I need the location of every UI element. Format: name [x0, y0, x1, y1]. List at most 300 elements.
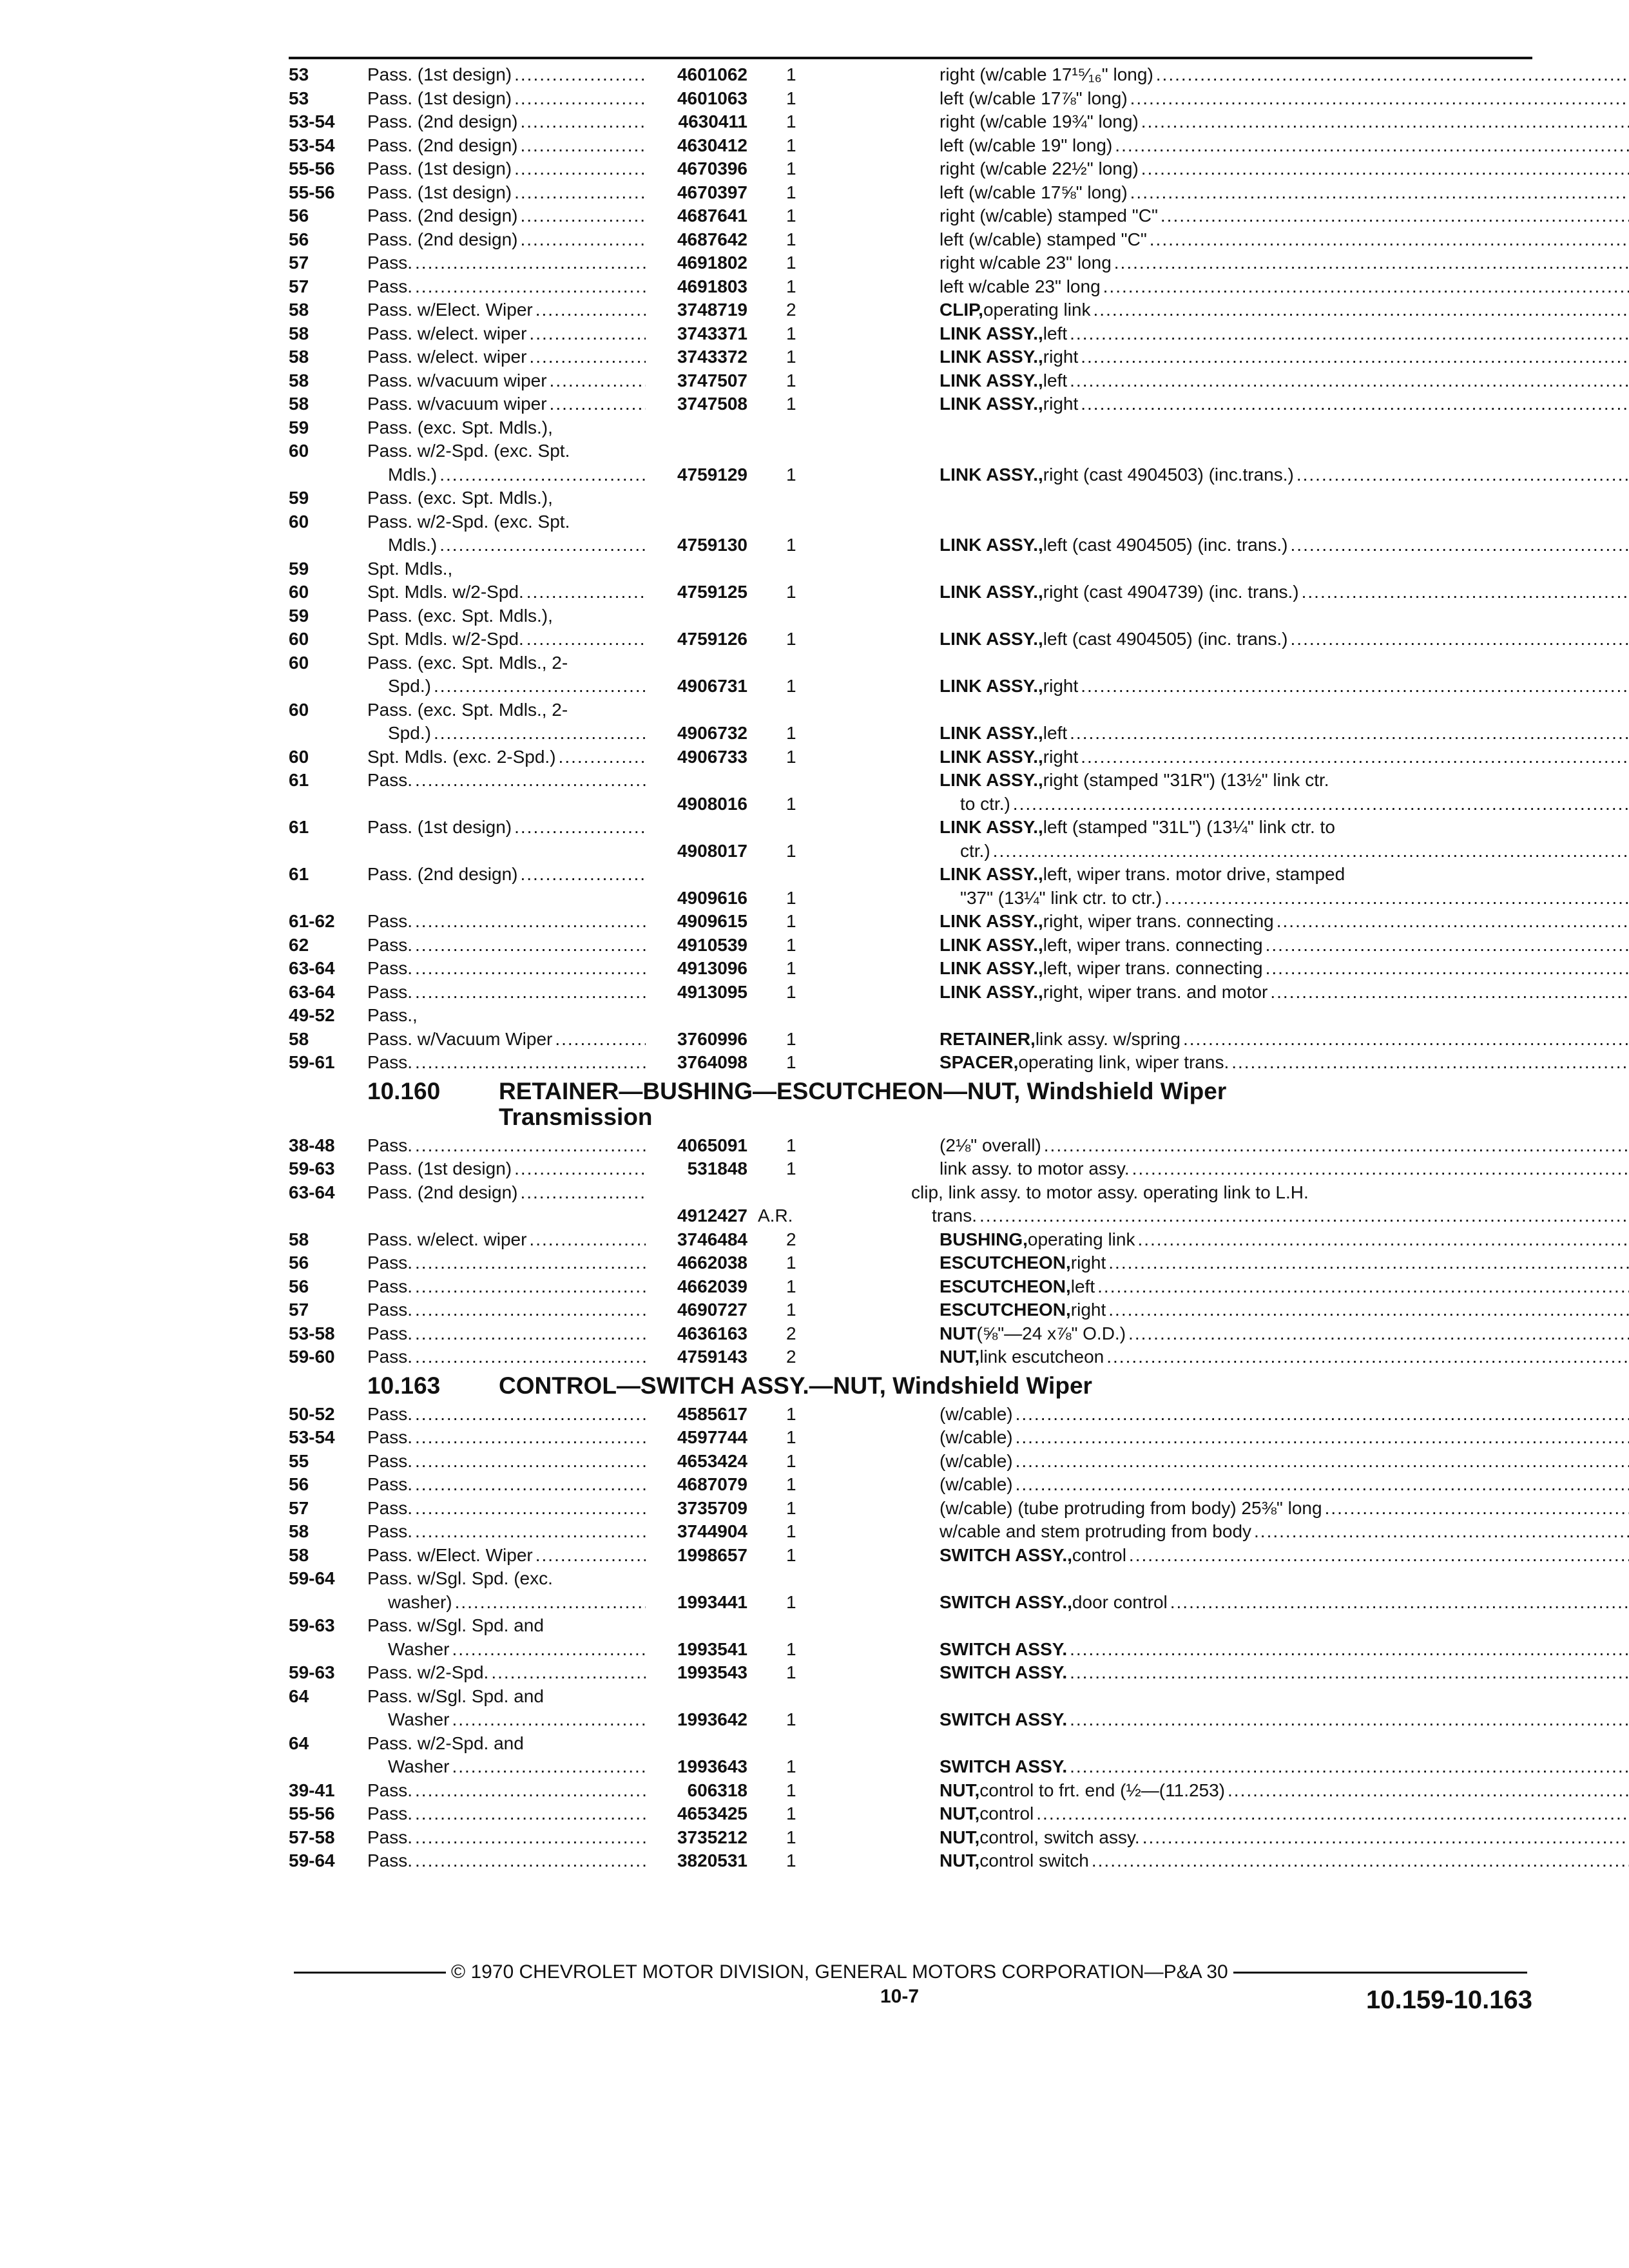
part-line: [940, 816, 1629, 840]
part-number: 4913096: [677, 958, 747, 978]
part-name: ESCUTCHEON,: [940, 1300, 1071, 1320]
page-number: 10-7: [880, 1986, 920, 2007]
part-line: [940, 486, 1629, 510]
quantity: 1: [786, 1158, 796, 1178]
desc-line: [367, 1638, 646, 1662]
table-row: [289, 1228, 1532, 1252]
table-row: [289, 1567, 1532, 1614]
year-range: 56: [289, 1474, 309, 1494]
desc-text: Pass.: [367, 1323, 413, 1343]
part-description: [940, 322, 1629, 346]
leader-dots: [1078, 345, 1629, 369]
year-range: 49-52 58: [289, 1005, 335, 1049]
leader-dots: [1126, 1544, 1629, 1568]
year-range: 60: [289, 652, 309, 673]
part-description: [940, 1450, 1629, 1474]
part-detail: control: [979, 1803, 1034, 1823]
table-row: [289, 769, 1532, 816]
application-desc: [367, 157, 646, 181]
section-10-159-list: [289, 63, 1532, 1075]
leader-dots: [1067, 1708, 1629, 1732]
table-row: [289, 1157, 1532, 1181]
part-detail: left, wiper trans. connecting: [1043, 934, 1263, 955]
application-desc: [367, 1544, 646, 1568]
year-range: 55-56: [289, 182, 335, 202]
year-range: 61: [289, 770, 309, 790]
quantity: 1: [786, 206, 796, 226]
part-number: 4636163: [677, 1323, 747, 1343]
desc-text: Pass. (exc. Spt. Mdls.),: [367, 417, 553, 437]
application-desc: [367, 1802, 646, 1826]
leader-dots: [517, 204, 646, 228]
part-name: SWITCH ASSY.: [940, 1756, 1068, 1776]
application-desc: [367, 486, 646, 557]
part-description: [940, 1497, 1629, 1521]
part-description: [940, 1403, 1629, 1427]
leader-dots: [412, 769, 646, 793]
leader-dots: [412, 981, 646, 1004]
part-detail: operating link, wiper trans.: [1018, 1052, 1229, 1072]
part-number: 4759125: [677, 582, 747, 602]
desc-line: [367, 1134, 646, 1158]
leader-dots: [1104, 1345, 1629, 1369]
desc-text: washer): [388, 1591, 452, 1612]
part-line: [940, 251, 1629, 275]
part-name: LINK ASSY.,: [940, 394, 1043, 414]
quantity: 1: [786, 1591, 796, 1612]
application-desc: [367, 604, 646, 651]
desc-line: [367, 1826, 646, 1850]
year-range: 63-64: [289, 1182, 335, 1202]
part-line: [940, 1028, 1629, 1052]
leader-dots: [1010, 793, 1629, 816]
part-line: [940, 1251, 1629, 1275]
leader-dots: [1274, 910, 1629, 934]
part-detail: right (w/cable 17¹⁵⁄₁₆" long): [940, 64, 1153, 84]
desc-line: [367, 486, 646, 510]
part-line: [940, 1051, 1629, 1075]
part-line: [940, 1708, 1629, 1732]
leader-dots: [1078, 745, 1629, 769]
part-line: [940, 887, 1629, 910]
leader-dots: [412, 275, 646, 299]
table-row: [289, 1051, 1532, 1075]
table-row: [289, 322, 1532, 346]
top-rule: [289, 57, 1532, 59]
part-number: 606318: [687, 1780, 747, 1800]
year-range: 59 60: [289, 417, 309, 461]
part-line: [940, 981, 1629, 1004]
desc-text: Pass. (1st design): [367, 1158, 512, 1178]
table-row: [289, 1614, 1532, 1661]
part-line: [940, 134, 1629, 158]
application-desc: [367, 392, 646, 416]
year-range: 60: [289, 699, 309, 720]
part-detail: left: [1043, 723, 1068, 743]
year-range: 56: [289, 206, 309, 226]
part-description: [940, 228, 1629, 252]
desc-text: Pass.: [367, 1497, 413, 1518]
desc-line: [367, 416, 646, 440]
part-number: 4687642: [677, 229, 747, 249]
quantity: 1: [786, 1052, 796, 1072]
part-line: [940, 1134, 1629, 1158]
desc-text: Mdls.): [388, 535, 438, 555]
leader-dots: [1126, 1322, 1629, 1346]
part-description: [940, 863, 1629, 910]
leader-dots: [1091, 298, 1629, 322]
part-description: [940, 1051, 1629, 1075]
leader-dots: [1106, 1298, 1629, 1322]
leader-dots: [1135, 1228, 1629, 1252]
leader-dots: [1128, 87, 1629, 111]
part-detail: (w/cable) (tube protruding from body) 25⅜" long: [940, 1497, 1322, 1518]
year-range: 64: [289, 1733, 309, 1753]
part-description: [940, 204, 1629, 228]
part-detail: control: [1072, 1544, 1126, 1565]
application-desc: [367, 1051, 646, 1075]
part-number: 3764098: [677, 1052, 747, 1072]
year-range: 62: [289, 934, 309, 955]
table-row: [289, 1275, 1532, 1299]
part-name: LINK ASSY.,: [940, 958, 1043, 978]
part-line: [940, 87, 1629, 111]
part-detail: right (w/cable 22½" long): [940, 159, 1139, 178]
part-description: [940, 1826, 1629, 1850]
desc-line: [367, 816, 646, 840]
section-title-line2: Transmission: [499, 1103, 653, 1130]
leader-dots: [517, 110, 646, 134]
part-description: [940, 745, 1629, 769]
part-detail: control to frt. end (½—(11.253): [979, 1780, 1226, 1800]
table-row: [289, 228, 1532, 252]
part-number: 4906733: [677, 746, 747, 767]
table-row: [289, 134, 1532, 158]
leader-dots: [512, 157, 646, 181]
part-number: 1993543: [677, 1662, 747, 1682]
desc-line: [367, 369, 646, 393]
part-line: [940, 1849, 1629, 1873]
part-name: BUSHING,: [940, 1229, 1028, 1249]
leader-dots: [512, 816, 646, 840]
year-range: 53: [289, 64, 309, 84]
part-name: NUT: [940, 1323, 977, 1343]
application-desc: [367, 934, 646, 957]
leader-dots: [512, 1157, 646, 1181]
desc-line: [367, 1228, 646, 1252]
application-desc: [367, 369, 646, 393]
leader-dots: [1067, 322, 1629, 346]
part-detail: left: [1070, 1276, 1095, 1296]
leader-dots: [1322, 1497, 1629, 1521]
quantity: 1: [786, 1780, 796, 1800]
desc-line: [367, 181, 646, 205]
desc-line: [367, 1849, 646, 1873]
table-row: [289, 1661, 1532, 1685]
part-number: 4909615: [677, 911, 747, 931]
part-line: [940, 157, 1629, 181]
part-detail: ctr.): [960, 840, 990, 861]
desc-line: [367, 1322, 646, 1346]
part-detail: left (stamped "31L") (13¼" link ctr. to: [1043, 817, 1335, 837]
part-detail: right, wiper trans. connecting: [1043, 911, 1274, 931]
part-name: LINK ASSY.,: [940, 582, 1043, 602]
leader-dots: [437, 463, 646, 487]
desc-text: Pass. w/2-Spd.: [367, 1662, 489, 1682]
desc-text: Pass.: [367, 934, 413, 955]
application-desc: [367, 345, 646, 369]
part-line: [940, 110, 1629, 134]
part-name: LINK ASSY.,: [940, 629, 1043, 649]
part-detail: right: [1043, 676, 1079, 696]
application-desc: [367, 1322, 646, 1346]
table-row: [289, 110, 1532, 134]
desc-text: Pass.: [367, 1474, 413, 1494]
desc-line: [367, 533, 646, 557]
desc-text: Pass. (exc. Spt. Mdls., 2-: [367, 699, 568, 720]
leader-dots: [431, 722, 646, 745]
leader-dots: [449, 1755, 646, 1779]
desc-line: [367, 1685, 646, 1709]
part-number: 4662039: [677, 1276, 747, 1296]
part-number: 1993643: [677, 1756, 747, 1776]
desc-text: Pass.: [367, 1803, 413, 1823]
leader-dots: [1168, 1591, 1629, 1615]
year-range: 55: [289, 1450, 309, 1471]
part-line: [940, 1544, 1629, 1568]
part-line: [940, 392, 1629, 416]
part-line: [940, 1614, 1629, 1638]
part-line: [940, 1755, 1629, 1779]
table-row: [289, 1322, 1532, 1346]
leader-dots: [1158, 204, 1629, 228]
part-description: [940, 1544, 1629, 1568]
table-row: [289, 1345, 1532, 1369]
desc-line: [367, 228, 646, 252]
part-name: NUT,: [940, 1850, 980, 1870]
leader-dots: [990, 840, 1629, 863]
table-row: [289, 1403, 1532, 1427]
part-line: [940, 1228, 1629, 1252]
application-desc: [367, 1345, 646, 1369]
quantity: 1: [786, 1253, 796, 1273]
part-detail: right (w/cable) stamped "C": [940, 206, 1158, 226]
part-number: 3820531: [677, 1850, 747, 1870]
part-number: 1993642: [677, 1709, 747, 1729]
desc-text: Pass. (1st design): [367, 159, 512, 178]
table-row: [289, 345, 1532, 369]
leader-dots: [1067, 1661, 1629, 1685]
part-number: 3743372: [677, 347, 747, 367]
part-detail: door control: [1072, 1591, 1168, 1612]
leader-dots: [488, 1661, 646, 1685]
desc-text: Pass. w/2-Spd. and: [367, 1733, 524, 1753]
year-range: 57-58: [289, 1827, 335, 1847]
leader-dots: [517, 134, 646, 158]
leader-dots: [412, 1450, 646, 1474]
part-name: RETAINER,: [940, 1028, 1036, 1049]
part-detail: right: [1043, 746, 1079, 767]
year-range: 59-64: [289, 1850, 335, 1870]
part-detail: right: [1043, 394, 1079, 414]
desc-line: [367, 1708, 646, 1732]
desc-text: Pass. w/elect. wiper: [367, 347, 527, 367]
application-desc: [367, 204, 646, 228]
table-row: [289, 1298, 1532, 1322]
part-name: SWITCH ASSY.: [940, 1662, 1068, 1682]
part-number: 1998657: [677, 1544, 747, 1565]
desc-text: Pass. w/Sgl. Spd. and: [367, 1615, 544, 1635]
part-description: [940, 1685, 1629, 1732]
leader-dots: [1225, 1779, 1629, 1803]
leader-dots: [412, 1322, 646, 1346]
leader-dots: [412, 1802, 646, 1826]
application-desc: [367, 1849, 646, 1873]
part-description: [940, 275, 1629, 299]
part-detail: left (w/cable) stamped "C": [940, 229, 1147, 249]
quantity: 1: [786, 793, 796, 814]
parts-catalog-page: [289, 57, 1532, 1873]
year-range: 57: [289, 1300, 309, 1320]
desc-text: Pass. w/2-Spd. (exc. Spt.: [367, 441, 570, 461]
application-desc: [367, 698, 646, 745]
quantity: 1: [786, 111, 796, 131]
desc-line: [367, 1779, 646, 1803]
leader-dots: [552, 1028, 646, 1052]
part-number: 4653424: [677, 1450, 747, 1471]
quantity: 1: [786, 1827, 796, 1847]
desc-line: [367, 1755, 646, 1779]
leader-dots: [512, 63, 646, 87]
leader-dots: [533, 1544, 646, 1568]
application-desc: [367, 1275, 646, 1299]
desc-text: Spd.): [388, 723, 431, 743]
part-number: 4065091: [677, 1135, 747, 1155]
application-desc: [367, 1614, 646, 1661]
desc-text: Pass.: [367, 1300, 413, 1320]
quantity: 1: [786, 1028, 796, 1049]
part-description: [940, 134, 1629, 158]
application-desc: [367, 1228, 646, 1252]
desc-line: [367, 157, 646, 181]
part-description: [940, 1298, 1629, 1322]
table-row: [289, 63, 1532, 87]
leader-dots: [431, 675, 646, 698]
desc-text: Pass. (2nd design): [367, 111, 518, 131]
part-number: 4670396: [677, 159, 747, 178]
part-name: LINK ASSY.,: [940, 934, 1043, 955]
desc-text: Spd.): [388, 676, 431, 696]
leader-dots: [1162, 887, 1629, 910]
part-detail: left (cast 4904505) (inc. trans.): [1043, 629, 1288, 649]
part-line: [940, 793, 1629, 816]
desc-text: Pass.: [367, 253, 413, 273]
application-desc: [367, 1497, 646, 1521]
part-line: [940, 369, 1629, 393]
part-name: LINK ASSY.,: [940, 676, 1043, 696]
quantity: 1: [786, 629, 796, 649]
leader-dots: [412, 957, 646, 981]
desc-line: [367, 63, 646, 87]
table-row: [289, 1251, 1532, 1275]
year-range: 59-61: [289, 1052, 335, 1072]
leader-dots: [412, 251, 646, 275]
part-description: [940, 1275, 1629, 1299]
leader-dots: [1288, 533, 1629, 557]
part-description: [940, 251, 1629, 275]
desc-line: [367, 698, 646, 722]
desc-line: [367, 463, 646, 487]
part-name: ESCUTCHEON,: [940, 1253, 1071, 1273]
application-desc: [367, 1732, 646, 1779]
part-line: [940, 957, 1629, 981]
year-range: 56: [289, 229, 309, 249]
quantity: 1: [786, 981, 796, 1002]
leader-dots: [412, 1520, 646, 1544]
desc-text: Pass. w/elect. wiper: [367, 1229, 527, 1249]
leader-dots: [517, 228, 646, 252]
copyright-notice: © 1970 CHEVROLET MOTOR DIVISION, GENERAL MOTORS CORPORATION—P&A 30: [451, 1961, 1228, 1983]
application-desc: [367, 416, 646, 487]
desc-text: Pass.: [367, 1427, 413, 1447]
part-name: LINK ASSY.,: [940, 323, 1043, 343]
part-number: 4759130: [677, 535, 747, 555]
leader-dots: [1139, 110, 1629, 134]
part-description: [940, 816, 1629, 863]
desc-line: [367, 722, 646, 745]
leader-dots: [1153, 63, 1629, 87]
leader-dots: [437, 533, 646, 557]
part-line: [940, 1826, 1629, 1850]
leader-dots: [1288, 628, 1629, 651]
leader-dots: [1128, 181, 1629, 205]
leader-dots: [412, 1345, 646, 1369]
part-number: 4759129: [677, 464, 747, 485]
part-detail: left (w/cable 19" long): [940, 135, 1113, 155]
part-description: [940, 557, 1629, 604]
leader-dots: [449, 1708, 646, 1732]
quantity: 1: [786, 347, 796, 367]
part-line: [940, 1345, 1629, 1369]
part-description: [940, 769, 1629, 816]
desc-text: Spt. Mdls. (exc. 2-Spd.): [367, 746, 556, 767]
part-description: [940, 345, 1629, 369]
part-detail: w/cable and stem protruding from body: [940, 1521, 1252, 1541]
part-number: 1993441: [677, 1591, 747, 1612]
part-line: [940, 745, 1629, 769]
part-description: [940, 934, 1629, 957]
leader-dots: [1130, 1157, 1629, 1181]
leader-dots: [547, 369, 646, 393]
table-row: [289, 910, 1532, 934]
part-number: 4759126: [677, 629, 747, 649]
desc-text: Pass.: [367, 770, 413, 790]
desc-text: Washer: [388, 1756, 450, 1776]
leader-dots: [412, 1473, 646, 1497]
part-line: [940, 863, 1629, 887]
part-detail: link escutcheon: [979, 1347, 1104, 1367]
part-number: 4908016: [677, 793, 747, 814]
table-row: [289, 698, 1532, 745]
quantity: 1: [786, 1427, 796, 1447]
part-detail: right (w/cable 19¾" long): [940, 111, 1139, 131]
part-description: [940, 1802, 1629, 1826]
leader-dots: [1251, 1520, 1629, 1544]
desc-line: [367, 322, 646, 346]
part-description: [940, 651, 1629, 698]
year-range: 61-62: [289, 911, 335, 931]
year-range: 55-56: [289, 159, 335, 178]
